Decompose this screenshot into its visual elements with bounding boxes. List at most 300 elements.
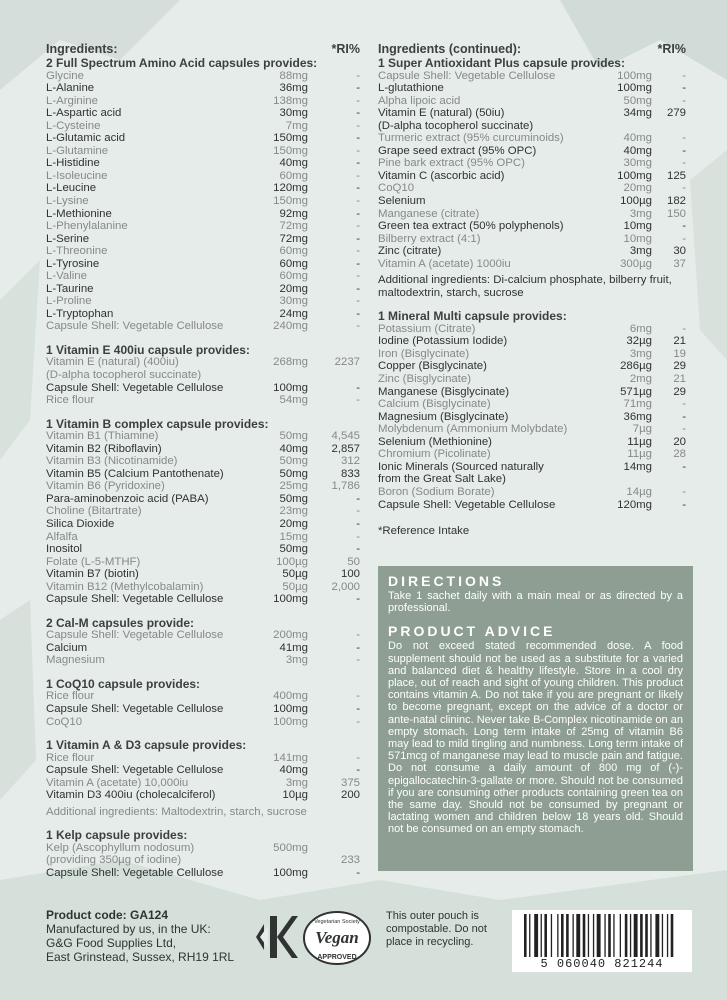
barcode-bar: [650, 914, 651, 958]
barcode-bar: [524, 914, 527, 958]
ingredient-row: [378, 461, 686, 486]
barcode-bar: [634, 914, 638, 958]
ingredient-ri: 150: [666, 207, 686, 220]
ingredient-row: [46, 132, 360, 145]
ingredient-amount: 3mg: [629, 347, 652, 360]
ingredient-amount: 50mg: [279, 455, 308, 468]
ingredient-ri: -: [356, 232, 360, 245]
ingredient-name: Vitamin A (acetate) 10,000iu: [46, 776, 189, 789]
ingredient-row: [378, 398, 686, 411]
ingredient-row: [46, 777, 360, 790]
ingredient-row: [46, 283, 360, 296]
ingredient-amount: 41mg: [279, 641, 308, 654]
ingredient-row: [378, 195, 686, 208]
product-advice-text: Do not exceed stated recommended dose. A food supplement should not be used as a substitute for a varied and balanced diet & healthy lifestyle. Store in a cool dry place, out of reach and sight of young children. This product contains vitamin A. Do not take if you are pregnant or likely to become pregnant, except on the advice of a doctor or ante-natal clininc. Never take B-Complex nicotinamide on an empty stomach. Long term intake of 25mg of vitamin B6 may lead to mild tingling and numbness. Long term intake of 571mcg of manganese may lead to muscle pain and fatigue. Do not consume a daily amount of 800 mg of (-)-epigallocatechin-3-gallate or more. Should not be consumed if you are consuming other products containing green tea on the same day. Should not be consumed by pregnant or lactating women and children below 18 years old. Should not be consumed on an empty stomach.: [388, 640, 683, 836]
ingredient-ri: -: [356, 307, 360, 320]
ingredient-amount: 120mg: [273, 182, 308, 195]
ingredient-ri: 312: [340, 455, 360, 468]
ingredient-ri: -: [356, 492, 360, 505]
ingredient-amount: 100mg: [273, 593, 308, 606]
ingredient-name: Glycine: [46, 69, 84, 82]
ingredient-name: Bilberry extract (4:1): [378, 232, 481, 245]
ingredient-name: Capsule Shell: Vegetable Cellulose: [46, 381, 224, 394]
ingredient-row: [378, 170, 686, 183]
section-title: 1 Mineral Multi capsule provides:: [378, 309, 567, 324]
barcode-number: 5 060040 821244: [512, 957, 692, 971]
ingredient-ri: 21: [673, 335, 686, 348]
ingredient-name: Zinc (citrate): [378, 245, 442, 258]
ingredient-ri: -: [356, 119, 360, 132]
ingredient-amount: 72mg: [279, 220, 308, 233]
barcode-bar: [588, 914, 589, 958]
ingredient-ri: 233: [340, 854, 360, 867]
company-address: East Grinstead, Sussex, RH19 1RL: [46, 950, 235, 964]
additional-ingredients-note: Additional ingredients: Di-calcium phosphate, bilberry fruit, maltodextrin, starch, sucrose: [378, 274, 672, 299]
ingredient-row: [46, 443, 360, 456]
ingredient-name: Magnesium: [46, 654, 105, 667]
ingredient-row: [46, 107, 360, 120]
ingredient-ri: 2,000: [331, 580, 360, 593]
ingredient-ri: -: [356, 866, 360, 879]
barcode-bar: [534, 914, 538, 958]
ingredient-ri: -: [682, 498, 686, 511]
ingredient-name: Capsule Shell: Vegetable Cellulose: [46, 629, 224, 642]
ingredient-amount: 30mg: [279, 295, 308, 308]
ingredient-row: [46, 233, 360, 246]
ingredient-name: Manganese (Bisglycinate): [378, 385, 510, 398]
ingredient-ri: 100: [340, 568, 360, 581]
ingredient-row: [378, 145, 686, 158]
ingredient-amount: 50mg: [279, 467, 308, 480]
ingredient-name: L-Proline: [46, 295, 92, 308]
ingredient-row: [46, 654, 360, 667]
barcode-bar: [529, 914, 530, 958]
ingredient-ri: -: [356, 144, 360, 157]
ingredient-amount: 100mg: [617, 69, 652, 82]
ingredient-row: [46, 703, 360, 716]
ingredient-name: Vitamin C (ascorbic acid): [378, 169, 505, 182]
ingredient-amount: 34mg: [623, 107, 652, 120]
ingredient-ri: 279: [666, 107, 686, 120]
ingredient-name: Capsule Shell: Vegetable Cellulose: [378, 69, 556, 82]
ingredient-row: [378, 208, 686, 221]
ingredient-row: [378, 360, 686, 373]
section-title: 1 Vitamin E 400iu capsule provides:: [46, 342, 250, 357]
ingredient-row: [46, 170, 360, 183]
ingredient-name: Folate (L-5-MTHF): [46, 555, 141, 568]
barcode-bar: [597, 914, 601, 958]
vegan-logo: [302, 910, 372, 968]
ingredients-left-column: [46, 42, 360, 879]
ingredient-row: [46, 455, 360, 468]
ingredient-row: [46, 308, 360, 321]
ingredient-amount: 7mg: [285, 119, 308, 132]
ingredient-amount: 14mg: [623, 460, 652, 473]
ingredient-ri: -: [356, 320, 360, 333]
ingredient-name: Turmeric extract (95% curcuminoids): [378, 132, 564, 145]
ingredient-name: L-Arginine: [46, 94, 98, 107]
ingredient-amount: 3mg: [285, 776, 308, 789]
ingredient-amount: 36mg: [623, 410, 652, 423]
barcode-bar: [561, 914, 564, 958]
ingredient-amount: 100mg: [273, 715, 308, 728]
directions-text: Take 1 sachet daily with a main meal or as directed by a professional.: [388, 590, 683, 615]
ingredient-ri: -: [682, 232, 686, 245]
ingredient-ri: -: [682, 460, 686, 473]
ingredient-row: [378, 499, 686, 512]
barcode-bar: [645, 914, 648, 958]
barcode-bar: [662, 914, 663, 958]
ingredient-row: [46, 480, 360, 493]
ingredient-row: [378, 436, 686, 449]
barcode-bar: [576, 914, 580, 958]
ingredient-row: [378, 335, 686, 348]
ingredient-name: Chromium (Picolinate): [378, 448, 491, 461]
ingredient-ri: -: [356, 270, 360, 283]
ingredient-amount: 20mg: [279, 518, 308, 530]
ingredient-amount: 571µg: [620, 385, 652, 398]
ingredient-ri: -: [356, 207, 360, 220]
ingredient-ri: -: [356, 505, 360, 518]
ingredient-row: [378, 132, 686, 145]
ingredient-name: L-Lysine: [46, 194, 89, 207]
ingredient-ri: -: [356, 543, 360, 556]
ingredients-header: [378, 42, 686, 57]
ingredient-row: [46, 581, 360, 594]
ingredient-ri: -: [356, 282, 360, 295]
ingredient-ri: -: [356, 703, 360, 716]
ingredient-name: Potassium (Citrate): [378, 322, 476, 335]
ingredient-amount: 3mg: [285, 654, 308, 667]
ingredient-name: Choline (Bitartrate): [46, 505, 142, 518]
ingredients-right-column: [378, 42, 686, 538]
ingredient-name: CoQ10: [378, 182, 415, 195]
ingredient-ri: 50: [347, 555, 360, 568]
ingredient-amount: 3mg: [629, 207, 652, 220]
ingredient-row: [378, 348, 686, 361]
barcode-bar: [566, 914, 569, 958]
manufacturer-line: Manufactured by us, in the UK:: [46, 922, 211, 936]
ingredient-ri: -: [356, 530, 360, 543]
ingredient-amount: 100µg: [620, 194, 652, 207]
ingredient-name: Capsule Shell: Vegetable Cellulose: [46, 764, 224, 777]
ingredient-amount: 141mg: [273, 751, 308, 764]
vegan-logo-bottom-text: APPROVED: [317, 954, 357, 961]
ingredient-name: Green tea extract (50% polyphenols): [378, 220, 564, 233]
ingredient-ri: -: [682, 220, 686, 233]
ingredient-name: Capsule Shell: Vegetable Cellulose: [46, 866, 224, 879]
ingredient-name: Pine bark extract (95% OPC): [378, 157, 525, 170]
ingredient-amount: 60mg: [279, 257, 308, 270]
product-advice-title: PRODUCT ADVICE: [388, 623, 556, 640]
ingredient-ri: -: [356, 245, 360, 258]
product-code: Product code: GA124: [46, 908, 169, 922]
ingredient-name: Ionic Minerals (Sourced naturally from the Great Salt Lake): [378, 460, 544, 486]
ingredient-ri: 125: [666, 169, 686, 182]
ingredient-amount: 3mg: [629, 245, 652, 258]
ingredient-ri: 182: [666, 194, 686, 207]
barcode-bar: [551, 914, 552, 958]
ingredient-ri: -: [356, 629, 360, 642]
barcode-bar: [655, 914, 659, 958]
ingredient-name: L-Serine: [46, 232, 90, 245]
ingredient-name: Silica Dioxide: [46, 518, 115, 530]
ingredient-ri: 375: [340, 776, 360, 789]
ingredient-name: Vitamin E (natural) (400iu) (D-alpha tocopherol succinate): [46, 356, 202, 382]
ingredient-ri: -: [356, 751, 360, 764]
ingredient-ri: -: [356, 157, 360, 170]
ingredient-name: Selenium: [378, 194, 426, 207]
ingredient-row: [46, 356, 360, 381]
ingredient-amount: 50mg: [623, 94, 652, 107]
ingredient-amount: 6mg: [629, 322, 652, 335]
ingredient-row: [378, 157, 686, 170]
ingredient-ri: -: [356, 654, 360, 667]
ingredient-ri: -: [356, 182, 360, 195]
ingredient-row: [46, 568, 360, 581]
ingredient-row: [378, 82, 686, 95]
ingredient-ri: -: [356, 641, 360, 654]
ingredient-name: L-Threonine: [46, 245, 108, 258]
ingredient-ri: -: [356, 194, 360, 207]
ingredient-ri: -: [356, 94, 360, 107]
ingredient-row: [378, 70, 686, 83]
ingredient-ri: -: [356, 220, 360, 233]
ingredient-ri: -: [682, 322, 686, 335]
ingredient-ri: -: [682, 144, 686, 157]
ingredient-name: Vitamin B7 (biotin): [46, 568, 139, 581]
ingredient-amount: 138mg: [273, 94, 308, 107]
barcode-bar: [613, 914, 614, 958]
ingredient-ri: -: [682, 157, 686, 170]
ingredient-amount: 40mg: [623, 132, 652, 145]
ingredient-row: [46, 258, 360, 271]
ingredient-amount: 240mg: [273, 320, 308, 333]
ingredient-row: [378, 486, 686, 499]
ingredient-row: [46, 195, 360, 208]
ingredient-amount: 30mg: [279, 107, 308, 120]
barcode-bar: [604, 914, 605, 958]
ingredient-amount: 40mg: [279, 764, 308, 777]
ingredient-name: Grape seed extract (95% OPC): [378, 144, 537, 157]
ingredient-name: Calcium (Bisglycinate): [378, 398, 491, 411]
ingredient-name: L-Histidine: [46, 157, 100, 170]
ingredient-ri: -: [682, 82, 686, 95]
ingredient-name: Vitamin B1 (Thiamine): [46, 430, 159, 443]
ingredient-name: Calcium: [46, 641, 88, 654]
barcode-bar: [593, 914, 594, 958]
ingredient-row: [378, 323, 686, 336]
ingredient-row: [46, 208, 360, 221]
ingredient-name: Kelp (Ascophyllum nodosum) (providing 350µg of iodine): [46, 841, 195, 867]
ingredient-name: Vitamin E (natural) (50iu) (D-alpha tocopherol succinate): [378, 107, 534, 132]
ingredient-name: L-Isoleucine: [46, 169, 108, 182]
ingredient-amount: 15mg: [279, 530, 308, 543]
ingredient-row: [46, 764, 360, 777]
ingredient-amount: 100µg: [276, 555, 308, 568]
ingredient-ri: 30: [673, 245, 686, 258]
ingredient-amount: 54mg: [279, 394, 308, 407]
ingredient-name: Zinc (Bisglycinate): [378, 373, 472, 386]
ingredient-name: L-Tyrosine: [46, 257, 100, 270]
reference-intake-note: *Reference Intake: [378, 525, 470, 538]
ingredient-amount: 100mg: [617, 169, 652, 182]
ingredient-row: [46, 531, 360, 544]
compostable-note: This outer pouch is compostable. Do not place in recycling.: [386, 910, 487, 948]
ingredients-title: Ingredients (continued):: [378, 42, 522, 56]
ingredient-name: L-Phenylalanine: [46, 220, 128, 233]
ingredient-name: Alfalfa: [46, 530, 78, 543]
ingredient-row: [378, 233, 686, 246]
ingredient-row: [46, 320, 360, 333]
section-title: 1 Vitamin A & D3 capsule provides:: [46, 738, 247, 753]
ingredient-ri: 29: [673, 360, 686, 373]
ingredient-row: [378, 245, 686, 258]
ingredient-amount: 10mg: [623, 232, 652, 245]
ingredient-row: [378, 107, 686, 132]
ingredient-ri: -: [682, 132, 686, 145]
brand-k-logo: [254, 912, 298, 962]
vegan-logo-top-text: Vegetarian Society: [314, 919, 360, 925]
ingredient-name: L-Methionine: [46, 207, 112, 220]
manufacturer-info: [46, 908, 234, 964]
ingredient-row: [46, 842, 360, 867]
barcode-bar: [630, 914, 631, 958]
ingredient-row: [46, 505, 360, 518]
ingredient-ri: -: [682, 423, 686, 436]
barcode-bar: [608, 914, 611, 958]
ingredient-name: L-Valine: [46, 270, 87, 283]
ingredient-row: [46, 245, 360, 258]
directions-panel: [378, 566, 693, 871]
ingredient-amount: 23mg: [279, 505, 308, 518]
ingredient-name: L-Taurine: [46, 282, 94, 295]
ingredient-name: Manganese (citrate): [378, 207, 480, 220]
barcode-bar: [671, 914, 674, 958]
ingredient-row: [46, 270, 360, 283]
ingredient-amount: 286µg: [620, 360, 652, 373]
ingredient-amount: 11µg: [627, 448, 652, 461]
ingredient-amount: 25mg: [279, 480, 308, 493]
ingredient-name: L-Aspartic acid: [46, 107, 122, 120]
ingredient-amount: 92mg: [279, 207, 308, 220]
ingredient-amount: 150mg: [273, 132, 308, 145]
section-title: 1 Super Antioxidant Plus capsule provides:: [378, 56, 625, 70]
ingredient-ri: -: [356, 169, 360, 182]
ingredient-row: [378, 220, 686, 233]
barcode-bar: [667, 914, 668, 958]
ingredient-name: L-Tryptophan: [46, 307, 114, 320]
ingredient-row: [378, 258, 686, 271]
ingredient-amount: 150mg: [273, 144, 308, 157]
ingredient-amount: 7µg: [632, 423, 652, 436]
vegan-logo-main-text: Vegan: [315, 928, 359, 947]
barcode-bar: [544, 914, 547, 958]
ingredient-ri: -: [356, 764, 360, 777]
ingredient-amount: 24mg: [279, 307, 308, 320]
ingredient-amount: 50µg: [282, 580, 308, 593]
ingredient-row: [46, 182, 360, 195]
ingredient-amount: 150mg: [273, 194, 308, 207]
ingredient-row: [46, 593, 360, 606]
ingredient-amount: 2mg: [629, 373, 652, 386]
ingredient-ri: -: [356, 518, 360, 530]
ingredient-ri: -: [682, 410, 686, 423]
ingredient-ri: -: [356, 690, 360, 703]
ingredient-ri: -: [356, 132, 360, 145]
ingredient-row: [46, 543, 360, 556]
barcode-bar: [620, 914, 621, 958]
ingredient-ri: -: [356, 381, 360, 394]
ingredient-row: [46, 70, 360, 83]
ingredient-amount: 30mg: [623, 157, 652, 170]
ingredient-amount: 300µg: [620, 257, 652, 270]
ingredient-ri: 37: [673, 257, 686, 270]
ingredient-ri: -: [356, 69, 360, 82]
ingredient-ri: 29: [673, 385, 686, 398]
ingredient-name: Inositol: [46, 543, 83, 556]
ingredient-name: Boron (Sodium Borate): [378, 485, 495, 498]
ingredient-row: [46, 789, 360, 802]
ingredient-row: [46, 145, 360, 158]
ingredient-amount: 100mg: [273, 381, 308, 394]
ingredient-name: Rice flour: [46, 751, 95, 764]
ingredient-name: Capsule Shell: Vegetable Cellulose: [46, 320, 224, 333]
ingredient-name: Rice flour: [46, 394, 95, 407]
ingredient-amount: 50mg: [279, 430, 308, 443]
ingredient-amount: 20mg: [279, 282, 308, 295]
ingredient-name: L-Glutamic acid: [46, 132, 126, 145]
ri-column-header: *RI%: [331, 42, 360, 56]
ingredient-amount: 20mg: [623, 182, 652, 195]
ingredient-row: [46, 716, 360, 729]
ingredient-amount: 40mg: [279, 157, 308, 170]
barcode-bar: [583, 914, 586, 958]
ingredients-header: [46, 42, 360, 57]
ingredient-name: Molybdenum (Ammonium Molybdate): [378, 423, 568, 436]
ingredient-ri: -: [356, 107, 360, 120]
ingredient-ri: -: [682, 69, 686, 82]
ingredient-name: Vitamin D3 400iu (cholecalciferol): [46, 789, 216, 802]
ingredient-name: Vitamin B2 (Riboflavin): [46, 442, 162, 455]
ri-column-header: *RI%: [657, 42, 686, 56]
ingredient-row: [378, 373, 686, 386]
section-title: 1 Kelp capsule provides:: [46, 828, 188, 843]
ingredient-amount: 60mg: [279, 245, 308, 258]
ingredient-row: [378, 448, 686, 461]
ingredient-name: Rice flour: [46, 690, 95, 703]
ingredient-name: Alpha lipoic acid: [378, 94, 461, 107]
barcode-bar: [625, 914, 628, 958]
ingredient-ri: -: [682, 485, 686, 498]
ingredient-row: [378, 411, 686, 424]
ingredient-ri: -: [356, 295, 360, 308]
ingredient-amount: 11µg: [627, 435, 652, 448]
ingredient-ri: 20: [673, 435, 686, 448]
barcode-bar: [640, 914, 643, 958]
company-name: G&G Food Supplies Ltd,: [46, 936, 177, 950]
ingredient-ri: -: [356, 394, 360, 407]
ingredient-amount: 50mg: [279, 492, 308, 505]
ingredient-amount: 400mg: [273, 690, 308, 703]
ingredient-amount: 32µg: [626, 335, 652, 348]
barcode-bar: [541, 914, 542, 958]
ingredient-ri: 833: [340, 467, 360, 480]
ingredient-name: Para-aminobenzoic acid (PABA): [46, 492, 209, 505]
barcode-bar: [573, 914, 574, 958]
barcode-bar: [557, 914, 558, 958]
ingredient-amount: 100mg: [273, 866, 308, 879]
